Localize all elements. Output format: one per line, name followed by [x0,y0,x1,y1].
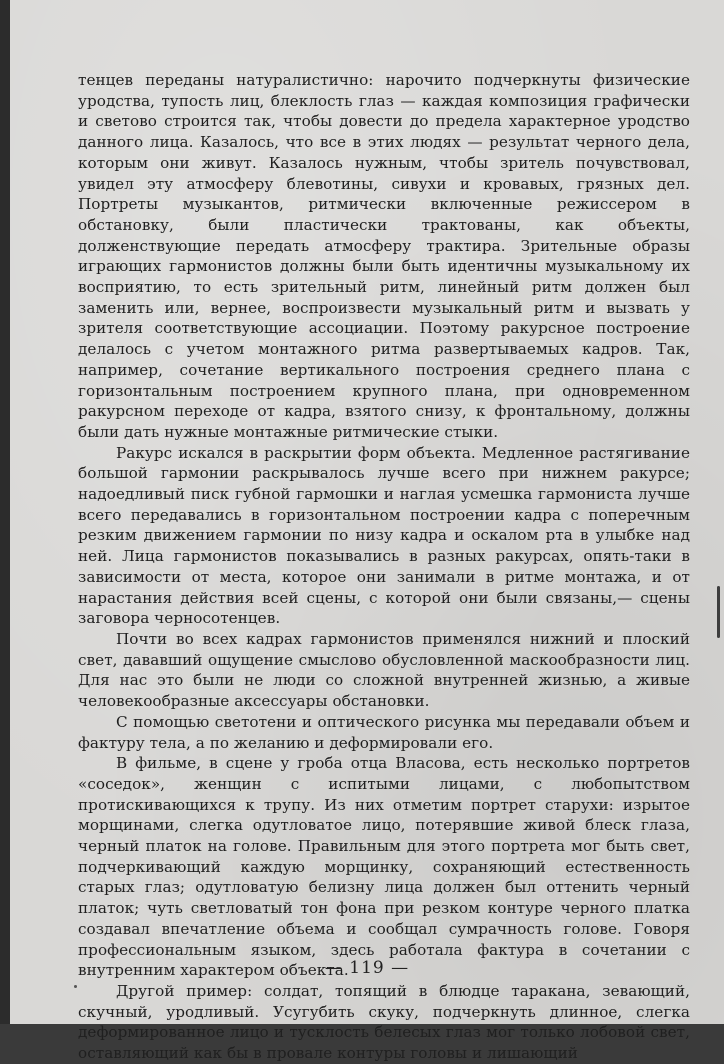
page-number: — 119 — [324,958,410,978]
paragraph-5: В фильме, в сцене у гроба отца Власова, есть несколько портретов «соседок», женщин с испитыми лицами, с любопытством протискивающихся к трупу. Из них отметим портрет старухи: изрытое морщинами, слегка одутловатое лицо, потерявшие живой блеск глаза, черный платок на голове. Правильным для этого портрета мог быть свет, подчеркивающий каждую морщинку, сохраняющий естественность старых глаз; одутловатую белизну лица должен был оттенить черный платок; чуть светловатый тон фона при резком контуре черного платка создавал впечатление объема и сообщал сумрачность голове. Говоря профессиональным языком, здесь работала фактура в сочетании с внутренним характером объекта. [78,754,690,980]
paragraph-4: С помощью светотени и оптического рисунка мы передавали объем и фактуру тела, а по желанию и деформировали его. [78,712,690,752]
margin-pencil-mark [717,586,720,638]
paragraph-6: Другой пример: солдат, топящий в блюдце таракана, зевающий, скучный, уродливый. Усугубить скуку, подчеркнуть длинное, слегка деформированное лицо и тусклость белесых глаз мог только лобовой свет, оставляющий как бы в провале контуры головы и лишающий [78,981,690,1063]
paragraph-1: тенцев переданы натуралистично: нарочито подчеркнуты физические уродства, тупость лиц, блеклость глаз — каждая композиция графически и светово строится так, чтобы довести до предела характерное уродство данного лица. Казалось, что все в этих людях — результат черного дела, которым они живут. Казалось нужным, чтобы зритель почувствовал, увидел эту атмосферу блевотины, сивухи и кровавых, грязных дел. Портреты музыкантов, ритмически включенные режиссером в обстановку, были пластически трактованы, как объекты, долженствующие передать атмосферу трактира. Зрительные образы играющих гармонистов должны были быть идентичны музыкальному их восприятию, то есть зрительный ритм, линейный ритм должен был заменить или, вернее, воспроизвести музыкальный ритм и вызвать у зрителя соответствующие ассоциации. Поэтому ракурсное построение делалось с учетом монтажного ритма развертываемых кадров. Так, например, сочетание вертикального построения среднего плана с горизонтальным построением крупного плана, при одновременном ракурсном переходе от кадра, взятого снизу, к фронтальному, должны были дать нужные монтажные ритмические стыки. [78,71,690,441]
paragraph-3: Почти во всех кадрах гармонистов применялся нижний и плоский свет, дававший ощущение смыслово обусловленной маскообразности лиц. Для нас это были не люди со сложной внутренней жизнью, а живые человекообразные аксессуары обстановки. [78,629,690,711]
paragraph-2: Ракурс искался в раскрытии форм объекта. Медленное растягивание большой гармонии раскрывалось лучше всего при нижнем ракурсе; надоедливый писк губной гармошки и наглая усмешка гармониста лучше всего передавались в горизонтальном построении кадра с поперечным резким движением гармонии по низу кадра и оскалом рта в улыбке над ней. Лица гармонистов показывались в разных ракурсах, опять-таки в зависимости от места, которое они занимали в ритме монтажа, и от нарастания действия всей сцены, с которой они были связаны,— сцены заговора черносотенцев. [78,443,690,628]
page-body-text [78,70,690,1064]
book-page [10,0,724,1063]
dust-speck [74,985,77,988]
